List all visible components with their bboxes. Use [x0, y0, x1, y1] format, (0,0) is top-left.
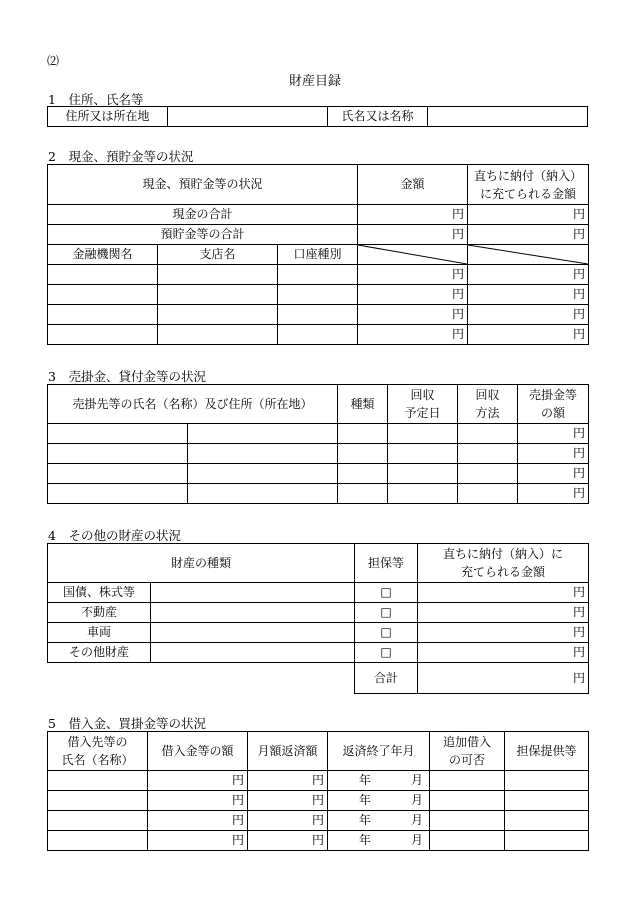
receivable-row — [48, 464, 589, 484]
additional-field[interactable] — [430, 791, 505, 811]
asset-type-label: 車両 — [48, 623, 151, 643]
loan-amount[interactable]: 円 — [148, 831, 248, 851]
asset-payable-amount[interactable]: 円 — [418, 583, 589, 603]
asset-detail-field[interactable] — [151, 583, 355, 603]
end-date-field[interactable]: 年 月 — [328, 831, 430, 851]
due-field[interactable] — [388, 464, 458, 484]
diagonal-cell — [358, 245, 468, 265]
asset-detail-field[interactable] — [151, 603, 355, 623]
receivable-row — [48, 484, 589, 504]
deposit-amount[interactable]: 円 — [358, 265, 468, 285]
kind-field[interactable] — [338, 484, 388, 504]
loan-amount[interactable]: 円 — [148, 791, 248, 811]
section-5-heading: 5 借入金、買掛金等の状況 — [48, 716, 206, 731]
total-amount[interactable]: 円 — [418, 663, 589, 694]
loans-table — [47, 731, 589, 851]
deposit-row — [48, 265, 589, 285]
end-date-field[interactable]: 年 月 — [328, 791, 430, 811]
deposit-total-label: 預貯金等の合計 — [48, 225, 358, 245]
asset-payable-amount[interactable]: 円 — [418, 623, 589, 643]
method-field[interactable] — [458, 464, 518, 484]
debtor-name-field[interactable] — [48, 464, 188, 484]
collateral-field[interactable] — [505, 831, 589, 851]
lender-field[interactable] — [48, 811, 148, 831]
receivable-amount[interactable]: 円 — [518, 424, 589, 444]
page-number: ⑵ — [47, 54, 60, 68]
col-payable-header: 直ちに納付（納入）に 充てられる金額 — [418, 544, 589, 583]
debtor-address-field[interactable] — [188, 424, 338, 444]
address-label: 住所又は所在地 — [48, 107, 168, 127]
receivable-amount[interactable]: 円 — [518, 444, 589, 464]
asset-row — [48, 603, 589, 623]
asset-detail-field[interactable] — [151, 643, 355, 663]
loan-amount[interactable]: 円 — [148, 771, 248, 791]
deposit-payable[interactable]: 円 — [468, 305, 589, 325]
kind-field[interactable] — [338, 444, 388, 464]
blank-cell — [48, 663, 355, 694]
method-field[interactable] — [458, 424, 518, 444]
deposit-amount[interactable]: 円 — [358, 325, 468, 345]
deposit-row — [48, 305, 589, 325]
account-field[interactable] — [278, 265, 358, 285]
lender-field[interactable] — [48, 831, 148, 851]
debtor-name-field[interactable] — [48, 424, 188, 444]
deposit-amount[interactable]: 円 — [358, 305, 468, 325]
col-lender-header: 借入先等の 氏名（名称） — [48, 732, 148, 771]
collateral-checkbox[interactable]: □ — [355, 643, 418, 663]
asset-type-label: その他財産 — [48, 643, 151, 663]
deposit-row — [48, 325, 589, 345]
cash-total-amount[interactable]: 円 — [358, 205, 468, 225]
monthly-amount[interactable]: 円 — [248, 831, 328, 851]
due-field[interactable] — [388, 484, 458, 504]
deposit-row — [48, 285, 589, 305]
asset-row — [48, 643, 589, 663]
kind-field[interactable] — [338, 464, 388, 484]
collateral-checkbox[interactable]: □ — [355, 583, 418, 603]
loan-row — [48, 831, 589, 851]
address-name-table — [47, 106, 588, 127]
deposit-total-amount[interactable]: 円 — [358, 225, 468, 245]
loan-row — [48, 791, 589, 811]
receivables-table — [47, 384, 589, 504]
monthly-amount[interactable]: 円 — [248, 811, 328, 831]
col-payable-header: 直ちに納付（納入） に充てられる金額 — [468, 165, 589, 205]
collateral-field[interactable] — [505, 811, 589, 831]
col-collateral-header: 担保等 — [355, 544, 418, 583]
branch-field[interactable] — [158, 325, 278, 345]
section-4-heading: 4 その他の財産の状況 — [48, 528, 181, 543]
debtor-address-field[interactable] — [188, 484, 338, 504]
branch-field[interactable] — [158, 265, 278, 285]
deposit-payable[interactable]: 円 — [468, 325, 589, 345]
col-collateral-header: 担保提供等 — [505, 732, 589, 771]
additional-field[interactable] — [430, 771, 505, 791]
bank-field[interactable] — [48, 265, 158, 285]
collateral-checkbox[interactable]: □ — [355, 623, 418, 643]
receivable-row — [48, 444, 589, 464]
debtor-address-field[interactable] — [188, 444, 338, 464]
loan-row — [48, 771, 589, 791]
account-field[interactable] — [278, 285, 358, 305]
col-loan-amount-header: 借入金等の額 — [148, 732, 248, 771]
asset-detail-field[interactable] — [151, 623, 355, 643]
cash-total-payable[interactable]: 円 — [468, 205, 589, 225]
col-bank-header: 金融機関名 — [48, 245, 158, 265]
col-kind-header: 種類 — [338, 385, 388, 424]
receivable-row — [48, 424, 589, 444]
col-end-header: 返済終了年月 — [328, 732, 430, 771]
diagonal-cell — [468, 245, 589, 265]
deposit-total-payable[interactable]: 円 — [468, 225, 589, 245]
due-field[interactable] — [388, 444, 458, 464]
col-receivable-amount-header: 売掛金等 の額 — [518, 385, 589, 424]
bank-field[interactable] — [48, 285, 158, 305]
end-date-field[interactable]: 年 月 — [328, 811, 430, 831]
account-field[interactable] — [278, 305, 358, 325]
col-branch-header: 支店名 — [158, 245, 278, 265]
deposit-amount[interactable]: 円 — [358, 285, 468, 305]
total-label: 合計 — [355, 663, 418, 694]
other-assets-table — [47, 543, 589, 694]
col-debtor-header: 売掛先等の氏名（名称）及び住所（所在地） — [48, 385, 338, 424]
collateral-checkbox[interactable]: □ — [355, 603, 418, 623]
col-account-header: 口座種別 — [278, 245, 358, 265]
address-field[interactable] — [168, 107, 328, 127]
receivable-amount[interactable]: 円 — [518, 464, 589, 484]
name-field[interactable] — [428, 107, 588, 127]
section-3-heading: 3 売掛金、貸付金等の状況 — [48, 369, 206, 384]
lender-field[interactable] — [48, 771, 148, 791]
asset-type-label: 国債、株式等 — [48, 583, 151, 603]
branch-field[interactable] — [158, 285, 278, 305]
asset-type-label: 不動産 — [48, 603, 151, 623]
kind-field[interactable] — [338, 424, 388, 444]
section-1-heading: 1 住所、氏名等 — [48, 92, 144, 107]
account-field[interactable] — [278, 325, 358, 345]
deposit-payable[interactable]: 円 — [468, 285, 589, 305]
debtor-name-field[interactable] — [48, 444, 188, 464]
name-label: 氏名又は名称 — [328, 107, 428, 127]
deposit-payable[interactable]: 円 — [468, 265, 589, 285]
asset-payable-amount[interactable]: 円 — [418, 643, 589, 663]
col-amount-header: 金額 — [358, 165, 468, 205]
lender-field[interactable] — [48, 791, 148, 811]
end-date-field[interactable]: 年 月 — [328, 771, 430, 791]
bank-field[interactable] — [48, 325, 158, 345]
method-field[interactable] — [458, 484, 518, 504]
branch-field[interactable] — [158, 305, 278, 325]
additional-field[interactable] — [430, 811, 505, 831]
col-type-header: 財産の種類 — [48, 544, 355, 583]
asset-row — [48, 623, 589, 643]
col-additional-header: 追加借入 の可否 — [430, 732, 505, 771]
loan-amount[interactable]: 円 — [148, 811, 248, 831]
monthly-amount[interactable]: 円 — [248, 791, 328, 811]
loan-row — [48, 811, 589, 831]
monthly-amount[interactable]: 円 — [248, 771, 328, 791]
asset-row — [48, 583, 589, 603]
receivable-amount[interactable]: 円 — [518, 484, 589, 504]
col-status-header: 現金、預貯金等の状況 — [48, 165, 358, 205]
col-monthly-header: 月額返済額 — [248, 732, 328, 771]
cash-deposits-table — [47, 164, 589, 345]
bank-field[interactable] — [48, 305, 158, 325]
due-field[interactable] — [388, 424, 458, 444]
page-title: 財産目録 — [288, 74, 341, 89]
col-due-header: 回収 予定日 — [388, 385, 458, 424]
collateral-field[interactable] — [505, 791, 589, 811]
debtor-address-field[interactable] — [188, 464, 338, 484]
section-2-heading: 2 現金、預貯金等の状況 — [48, 149, 194, 164]
col-method-header: 回収 方法 — [458, 385, 518, 424]
additional-field[interactable] — [430, 831, 505, 851]
asset-payable-amount[interactable]: 円 — [418, 603, 589, 623]
cash-total-label: 現金の合計 — [48, 205, 358, 225]
debtor-name-field[interactable] — [48, 484, 188, 504]
collateral-field[interactable] — [505, 771, 589, 791]
method-field[interactable] — [458, 444, 518, 464]
